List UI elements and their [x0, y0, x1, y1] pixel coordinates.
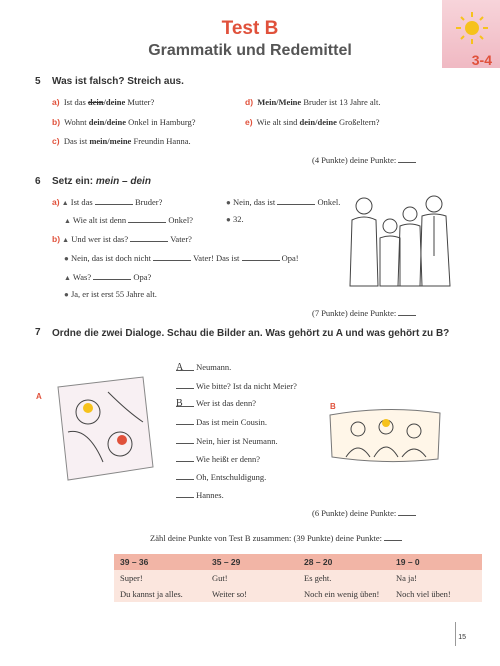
dialogue-line: Das ist mein Cousin. [176, 416, 267, 427]
task6-b2: ● Nein, das ist doch nicht Vater! Das ist Opa! [64, 253, 299, 263]
task6-title: Setz ein: mein – dein [52, 176, 151, 187]
task6-r1: ● Nein, das ist Onkel. [226, 197, 341, 207]
dialogue-line: Oh, Entschuldigung. [176, 471, 266, 482]
score-table-header: 39 – 36 35 – 29 28 – 20 19 – 0 [114, 554, 482, 570]
task7-points: (6 Punkte) deine Punkte: [312, 507, 416, 518]
task5-item-d: d) Mein/Meine Bruder ist 13 Jahre alt. [245, 97, 381, 107]
score-table [114, 554, 482, 602]
task6-b3: ▲ Was? Opa? [64, 272, 152, 282]
task5-number: 5 [35, 76, 41, 87]
task6-r2: ● 32. [226, 214, 244, 224]
answer-blank[interactable] [176, 416, 194, 425]
task6-a2: ▲ Wie alt ist denn Onkel? [64, 215, 193, 225]
dialogue-line: Hannes. [176, 489, 224, 500]
task5-item-e: e) Wie alt sind dein/deine Großeltern? [245, 117, 380, 127]
task7-title: Ordne die zwei Dialoge. Schau die Bilder an. Was gehört zu A und was gehört zu B? [52, 328, 450, 339]
task5-item-c: c) Das ist mein/meine Freundin Hanna. [52, 136, 191, 146]
task6-points: (7 Punkte) deine Punkte: [312, 307, 416, 318]
dialogue-line: Wie bitte? Ist da nicht Meier? [176, 380, 297, 391]
task6-number: 6 [35, 176, 41, 187]
dialogue-line: A Neumann. [176, 362, 232, 373]
dialogue-line: B Wer ist das denn? [176, 398, 256, 409]
task5-item-b: b) Wohnt dein/deine Onkel in Hamburg? [52, 117, 196, 127]
answer-blank[interactable] [176, 380, 194, 389]
task5-item-a: a) Ist das dein/deine Mutter? [52, 97, 155, 107]
table-row: Super! Gut! Es geht. Na ja! [114, 570, 482, 586]
task6-b1: b) ▲ Und wer ist das? Vater? [52, 234, 192, 244]
answer-blank[interactable]: A [176, 362, 194, 371]
page-number: 15 [458, 634, 466, 641]
answer-blank[interactable] [176, 435, 194, 444]
page-subtitle: Grammatik und Redemittel [148, 42, 352, 59]
picture-b-label: B [330, 402, 336, 411]
task7-number: 7 [35, 327, 41, 338]
answer-blank[interactable] [176, 489, 194, 498]
dialogue-line: Wie heißt er denn? [176, 453, 260, 464]
answer-blank[interactable] [176, 471, 194, 480]
phone-illustration-a [48, 372, 163, 487]
picture-a-label: A [36, 392, 42, 401]
answer-blank[interactable]: B [176, 398, 194, 407]
page-title: Test B [221, 18, 279, 39]
task6-a1: a) ▲ Ist das Bruder? [52, 197, 163, 207]
task5-points: (4 Punkte) deine Punkte: [312, 154, 416, 165]
family-illustration [342, 186, 457, 291]
answer-blank[interactable] [176, 453, 194, 462]
page-divider [455, 622, 456, 646]
photo-illustration-b [326, 405, 444, 465]
task5-title: Was ist falsch? Streich aus. [52, 76, 184, 87]
table-row: Du kannst ja alles. Weiter so! Noch ein wenig üben! Noch viel üben! [114, 586, 482, 602]
points-blank[interactable] [398, 154, 416, 163]
total-points: Zähl deine Punkte von Test B zusammen: (39 Punkte) deine Punkte: [150, 532, 402, 543]
dialogue-line: Nein, hier ist Neumann. [176, 435, 278, 446]
task6-b4: ● Ja, er ist erst 55 Jahre alt. [64, 289, 157, 299]
unit-badge: 3-4 [471, 52, 492, 68]
